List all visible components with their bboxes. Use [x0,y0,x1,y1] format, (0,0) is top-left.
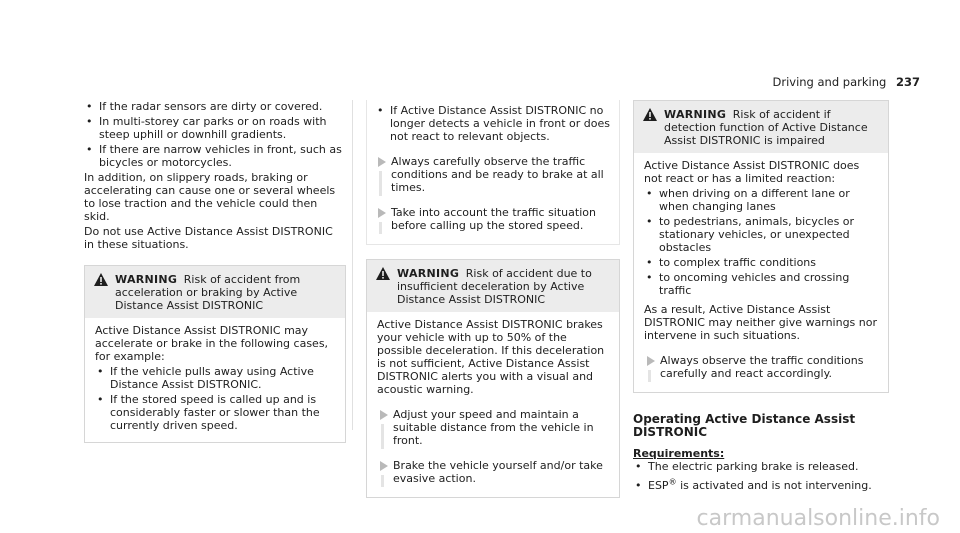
warning-continuation [366,100,620,245]
warning-box [366,259,620,498]
watermark: carmanualsonline.info [696,506,940,531]
note-text: Always carefully observe the traffic conditions and be ready to brake at all times. [391,155,604,194]
arrow-right-icon [380,461,388,471]
list-item: • If Active Distance Assist DISTRONIC no longer detects a vehicle in front or does not react to relevant objects. [375,104,611,143]
warning-body [634,153,888,392]
warning-label: WARNING [664,108,727,121]
arrow-right-icon [378,208,386,218]
list-item: • If the stored speed is called up and is considerably faster or slower than the currently driven speed. [95,393,335,432]
note-bar [379,222,382,234]
warning-text: As a result, Active Distance Assist DISTRONIC may neither give warnings nor intervene in such situations. [644,303,878,342]
warning-text: Active Distance Assist DISTRONIC may accelerate or brake in the following cases, for example: [95,324,329,363]
warning-text: Active Distance Assist DISTRONIC does not react or has a limited reaction: [644,159,860,185]
warning-box [633,100,889,393]
instruction-note [375,206,611,232]
registered-mark: ® [668,477,677,487]
arrow-right-icon [647,356,655,366]
warning-body [85,318,345,442]
arrow-right-icon [380,410,388,420]
note-text: Adjust your speed and maintain a suitable distance from the vehicle in front. [393,408,594,447]
warning-header [367,260,619,312]
requirement-text: is activated and is not intervening. [680,479,872,492]
warning-box [84,265,346,443]
list-item: • to complex traffic conditions [644,256,878,269]
instruction-note [377,459,609,485]
note-bar [381,424,384,449]
requirements-list [633,460,889,492]
warning-triangle-icon [94,273,108,286]
page-number: 237 [895,75,920,89]
warning-list [95,365,335,432]
note-text: Take into account the traffic situation before calling up the stored speed. [391,206,596,232]
column-3 [633,100,889,494]
esp-label: ESP [648,479,669,492]
requirements-label: Requirements: [633,447,725,460]
section-heading: Operating Active Distance Assist DISTRONIC [633,412,856,439]
note-bar [381,475,384,487]
list-item: • to oncoming vehicles and crossing traffic [644,271,878,297]
paragraph: In addition, on slippery roads, braking or accelerating can cause one or several wheels to lose traction and the vehicle could then skid. [84,171,336,223]
list-item: • to pedestrians, animals, bicycles or stationary vehicles, or unexpected obstacles [644,215,878,254]
warning-title: Risk of accident from acceleration or braking by Active Distance Assist DISTRONIC [115,273,301,312]
list-item: • If there are narrow vehicles in front, such as bicycles or motorcycles. [84,143,346,169]
warning-text: Active Distance Assist DISTRONIC brakes your vehicle with up to 50% of the possible deceleration. If this deceleration is not sufficient, Active Distance Assist DISTRONIC alerts you with a visual and acoustic warning. [377,318,605,396]
warning-body [367,312,619,497]
section-title: Driving and parking [772,75,887,89]
note-bar [379,171,382,196]
page-header [772,76,920,89]
instruction-note [377,408,609,447]
instruction-note [644,354,878,380]
warning-list [644,187,878,297]
situation-list [84,100,346,169]
column-1 [84,100,346,443]
warning-header [85,266,345,318]
note-text: Brake the vehicle yourself and/or take evasive action. [393,459,603,485]
warning-triangle-icon [376,267,390,280]
list-item: • If the vehicle pulls away using Active Distance Assist DISTRONIC. [95,365,335,391]
list-item: • The electric parking brake is released. [633,460,889,473]
arrow-right-icon [378,157,386,167]
warning-title: Risk of accident due to insufficient deceleration by Active Distance Assist DISTRONIC [397,267,592,306]
list-item: • when driving on a different lane or when changing lanes [644,187,878,213]
note-bar [648,370,651,382]
column-divider [352,100,353,430]
detection-list [375,104,611,143]
list-item [633,479,889,492]
column-2 [366,100,620,498]
note-text: Always observe the traffic conditions carefully and react accordingly. [660,354,864,380]
list-item: • In multi-storey car parks or on roads with steep uphill or downhill gradients. [84,115,346,141]
warning-title: Risk of accident if detection function of Active Distance Assist DISTRONIC is impaired [664,108,868,147]
paragraph: Do not use Active Distance Assist DISTRONIC in these situations. [84,225,333,251]
warning-label: WARNING [115,273,178,286]
warning-triangle-icon [643,108,657,121]
warning-header [634,101,888,153]
list-item: • If the radar sensors are dirty or covered. [84,100,346,113]
warning-label: WARNING [397,267,460,280]
instruction-note [375,155,611,194]
